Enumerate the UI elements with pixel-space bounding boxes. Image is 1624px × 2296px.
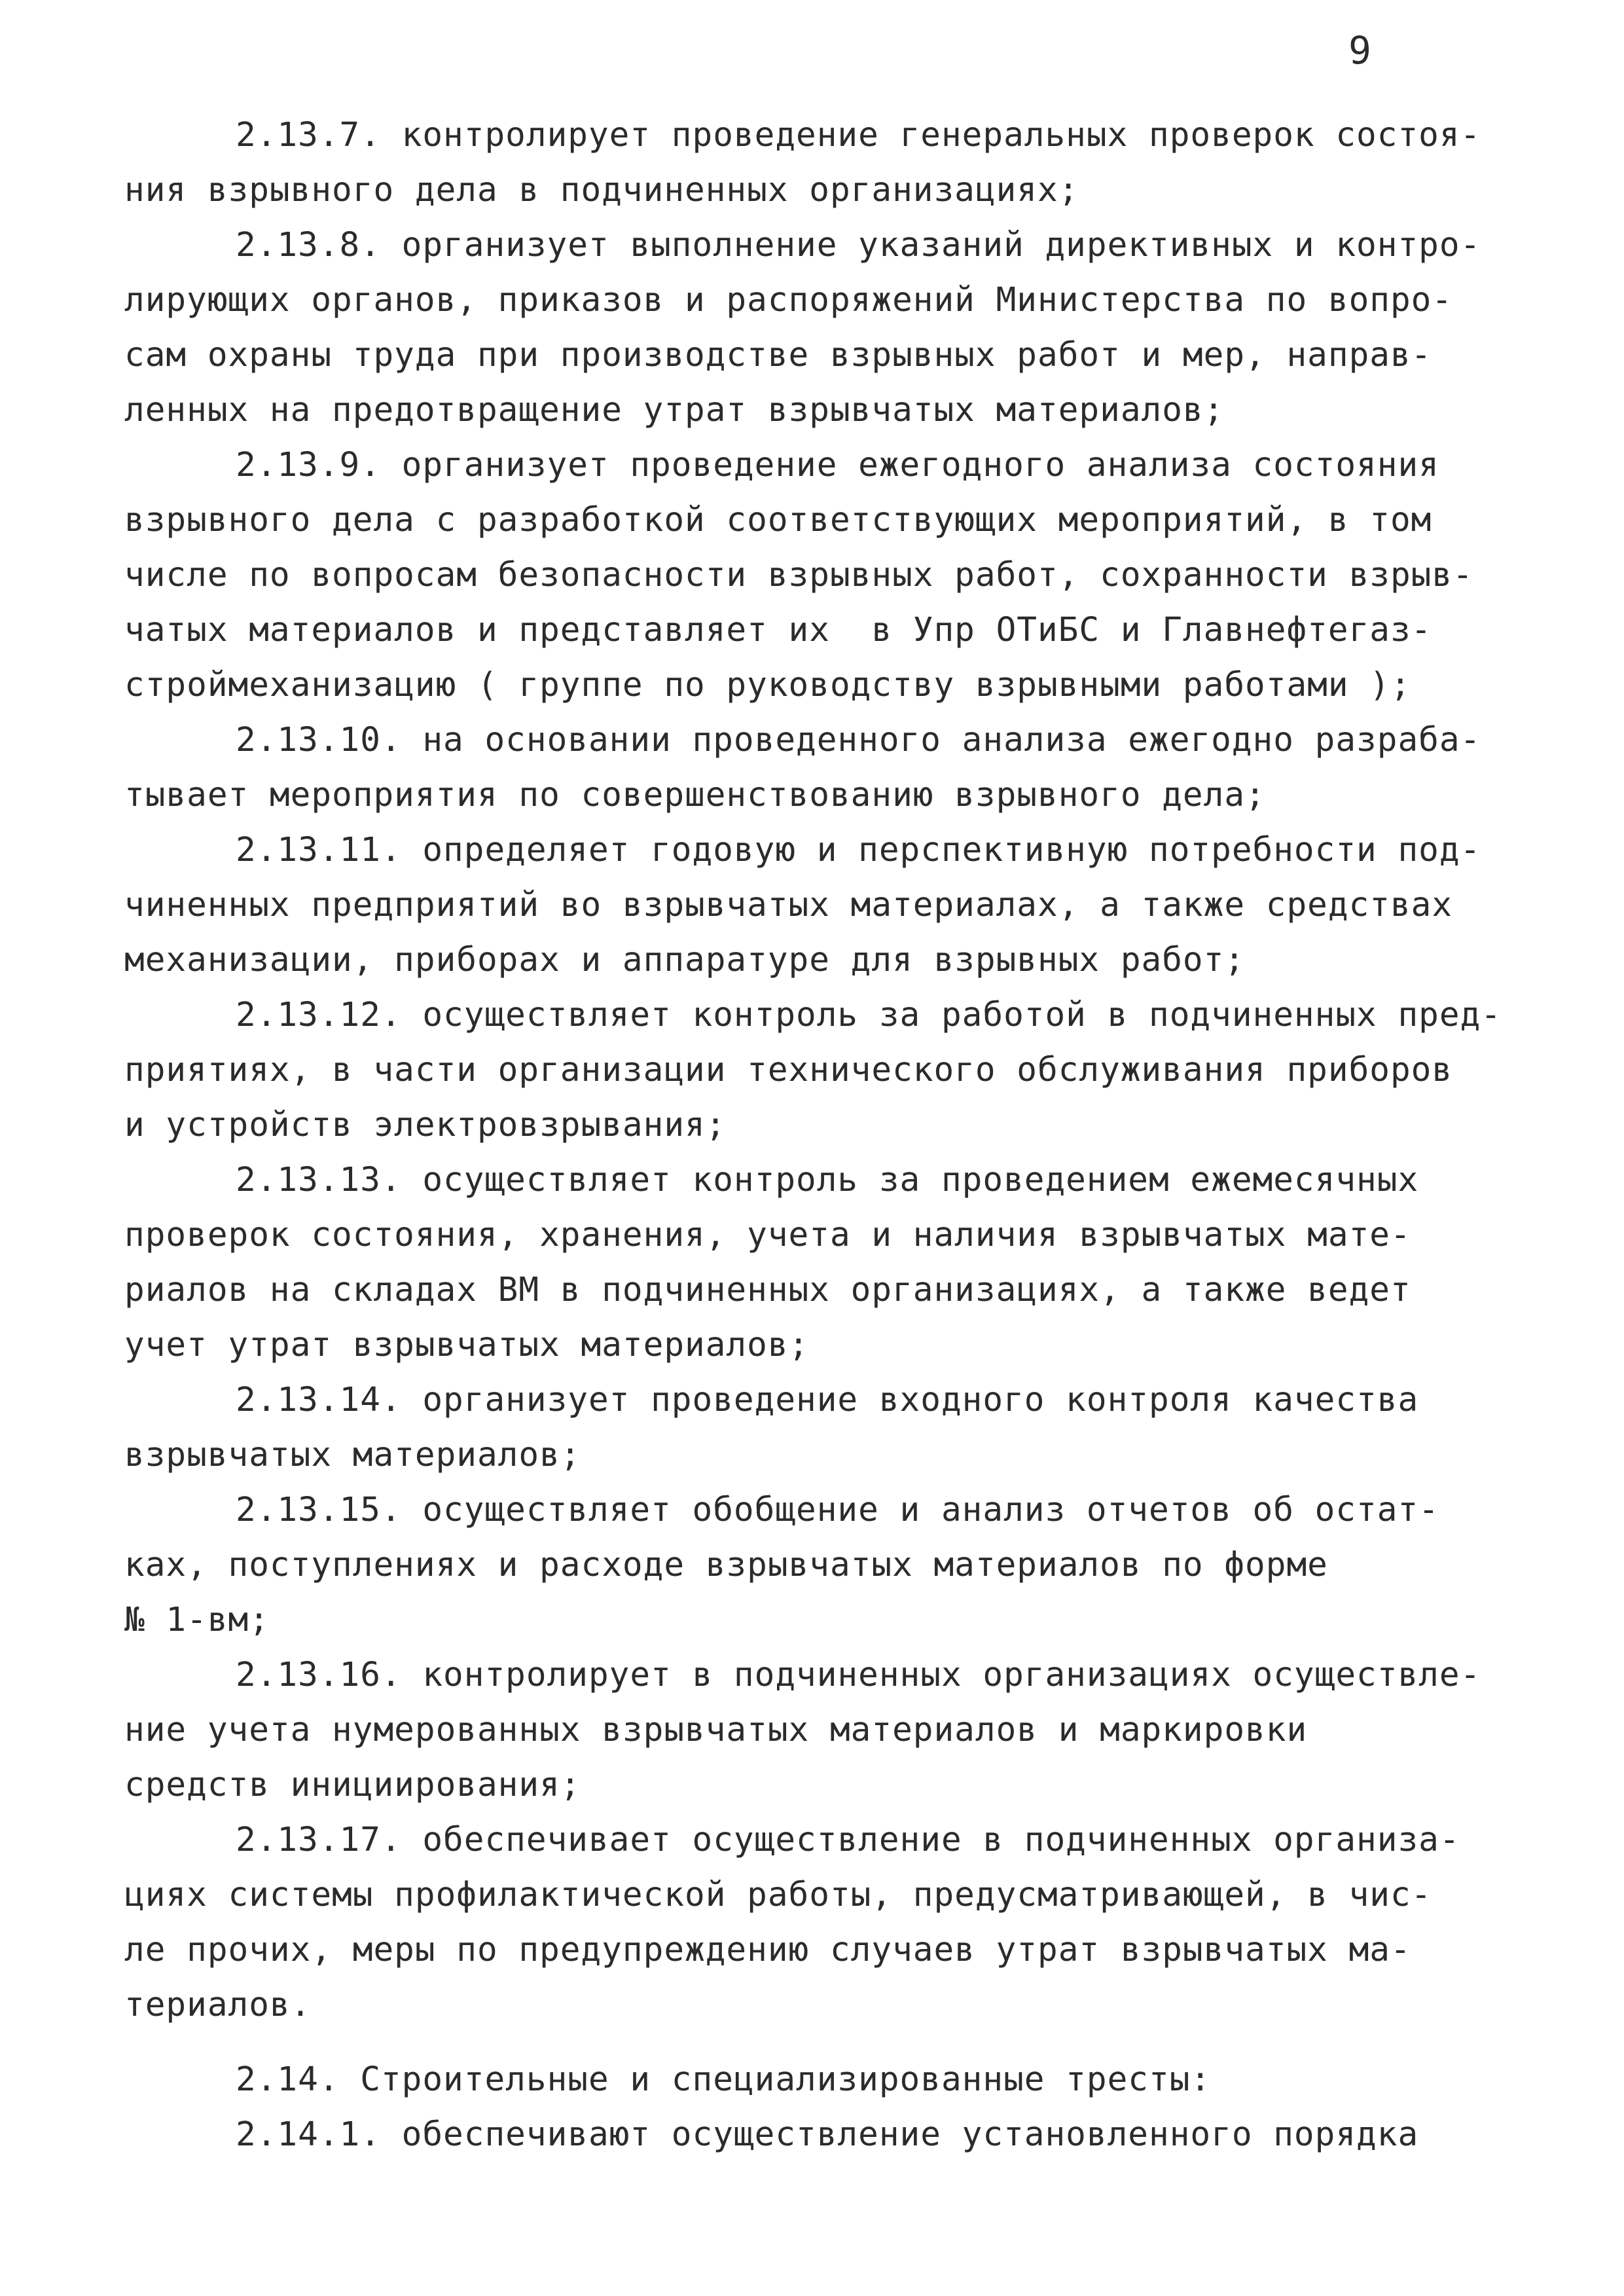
paragraph-2-13-17 [124,1813,1486,2033]
paragraph-2-13-14 [124,1373,1486,1483]
text-line: и устройств электровзрывания; [124,1106,727,1144]
paragraph-spacer [124,2033,1486,2052]
text-line: проверок состояния, хранения, учета и наличия взрывчатых мате- [124,1216,1411,1254]
text-line: строймеханизацию ( группе по руководству взрывными работами ); [124,666,1411,704]
text-line: циях системы профилактической работы, предусматривающей, в чис- [124,1876,1432,1914]
text-line: сам охраны труда при производстве взрывных работ и мер, направ- [124,336,1432,374]
document-body [124,108,1502,2162]
paragraph-2-13-16 [124,1648,1486,1813]
text-line: 2.14. Строительные и специализированные тресты: [236,2060,1212,2099]
paragraph-2-13-13 [124,1153,1486,1373]
text-line: риалов на складах ВМ в подчиненных организациях, а также ведет [124,1271,1411,1309]
page-number: 9 [1348,28,1373,73]
paragraph-2-13-8 [124,218,1486,438]
text-line: ле прочих, меры по предупреждению случаев утрат взрывчатых ма- [124,1931,1411,1969]
text-line: 2.13.11. определяет годовую и перспективную потребности под- [236,831,1481,869]
text-line: взрывного дела с разработкой соответствующих мероприятий, в том [124,501,1432,539]
text-line: ленных на предотвращение утрат взрывчатых материалов; [124,391,1225,429]
section-heading-2-14 [124,2052,1486,2107]
paragraph-2-13-7 [124,108,1486,218]
text-line: териалов. [124,1986,312,2024]
text-line: ках, поступлениях и расходе взрывчатых материалов по форме [124,1546,1328,1584]
text-line: ния взрывного дела в подчиненных организациях; [124,171,1079,210]
text-line: средств инициирования; [124,1766,581,1804]
text-line: 2.13.17. обеспечивает осуществление в подчиненных организа- [236,1821,1460,1859]
text-line: лирующих органов, приказов и распоряжений Министерства по вопро- [124,281,1453,319]
text-line: 2.13.10. на основании проведенного анализа ежегодно разраба- [236,721,1481,759]
text-line: ние учета нумерованных взрывчатых материалов и маркировки [124,1711,1308,1749]
paragraph-2-13-15 [124,1483,1486,1648]
text-line: учет утрат взрывчатых материалов; [124,1326,810,1364]
text-line: 2.13.15. осуществляет обобщение и анализ отчетов об остат- [236,1491,1439,1529]
text-line: 2.13.7. контролирует проведение генеральных проверок состоя- [236,116,1481,155]
text-line: 2.13.16. контролирует в подчиненных организациях осуществле- [236,1656,1481,1694]
text-line: 2.13.14. организует проведение входного контроля качества [236,1381,1419,1419]
text-line: 2.13.12. осуществляет контроль за работой в подчиненных пред- [236,996,1502,1034]
paragraph-2-13-9 [124,438,1486,713]
text-line: приятиях, в части организации технического обслуживания приборов [124,1051,1453,1089]
text-line: чиненных предприятий во взрывчатых материалах, а также средствах [124,886,1453,924]
text-line: 2.13.13. осуществляет контроль за проведением ежемесячных [236,1161,1419,1199]
text-line: числе по вопросам безопасности взрывных работ, сохранности взрыв- [124,556,1473,594]
paragraph-2-13-11 [124,823,1486,988]
text-line: тывает мероприятия по совершенствованию взрывного дела; [124,776,1266,814]
text-line: № 1-вм; [124,1601,270,1639]
text-line: чатых материалов и представляет их в Упр ОТиБС и Главнефтегаз- [124,611,1432,649]
paragraph-2-13-10 [124,713,1486,823]
paragraph-2-14-1 [124,2107,1486,2162]
text-line: 2.13.9. организует проведение ежегодного анализа состояния [236,446,1439,484]
text-line: 2.13.8. организует выполнение указаний директивных и контро- [236,226,1481,264]
text-line: взрывчатых материалов; [124,1436,581,1474]
text-line: механизации, приборах и аппаратуре для взрывных работ; [124,941,1246,979]
text-line: 2.14.1. обеспечивают осуществление установленного порядка [236,2115,1419,2154]
paragraph-2-13-12 [124,988,1502,1153]
